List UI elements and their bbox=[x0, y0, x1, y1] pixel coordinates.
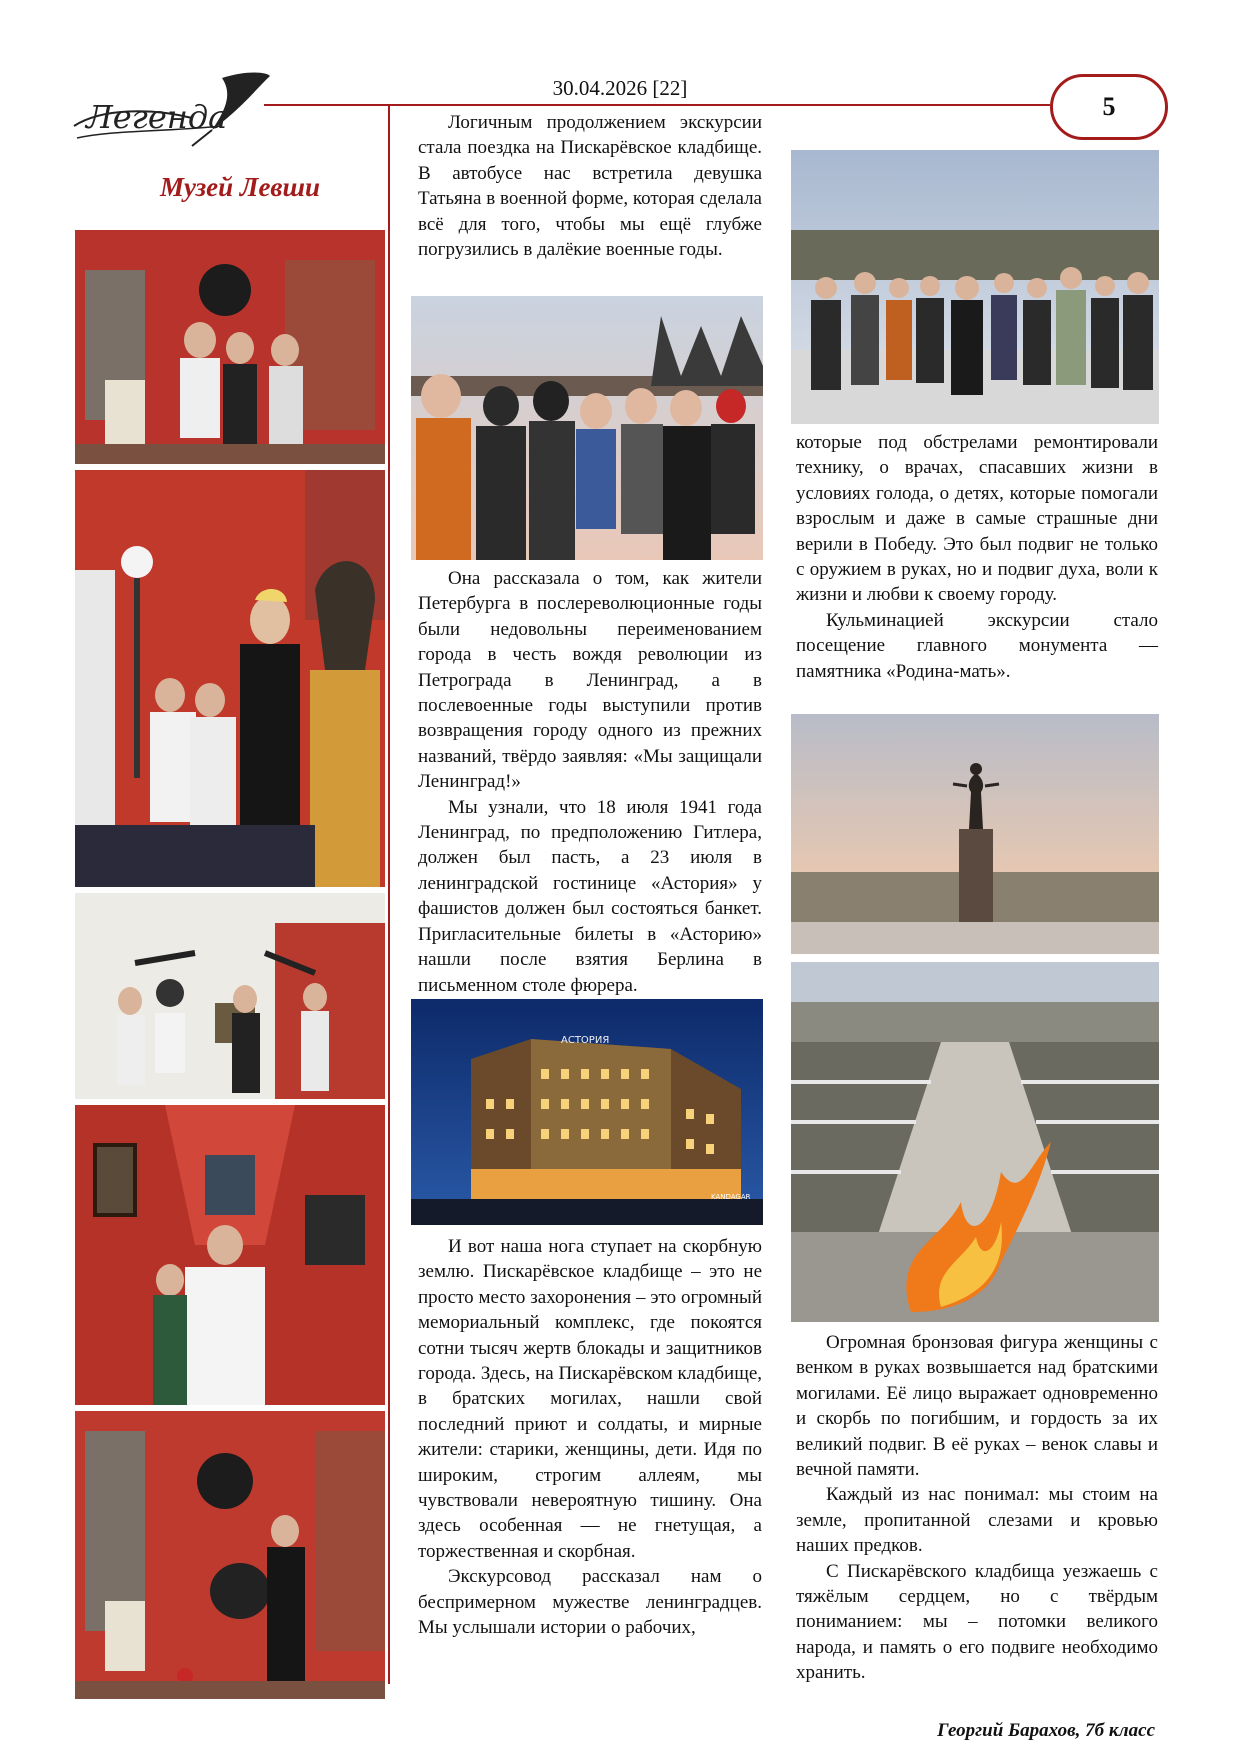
logo bbox=[72, 68, 272, 158]
museum-photo-3 bbox=[75, 893, 385, 1099]
middle-text-1 bbox=[418, 110, 762, 262]
author-signature: Георгий Барахов, 7б класс bbox=[937, 1720, 1155, 1741]
column-divider bbox=[388, 104, 390, 1684]
section-title: Музей Левши bbox=[160, 172, 320, 202]
paragraph: И вот наша нога ступает на скорбную землю. Пискарёвское кладбище – это не просто место захоронения – это огромный мемориальный комплекс, где покоятся сотни тысяч жертв блокады и защитников города. Здесь, на Пискарёвском кладбище, в братских могилах, нашли свой последний приют и солдаты, и мирные жители: старики, женщины, дети. Идя по широким, строгим аллеям, мы чувствовали невероятную тишину. Она здесь особенная — не гнетущая, а торжественная и скорбная. bbox=[418, 1236, 763, 1562]
paragraph: Экскурсовод рассказал нам о беспримерном мужестве ленинградцев. Мы услышали истории о рабочих, bbox=[418, 1566, 762, 1639]
right-text-2 bbox=[796, 1330, 1158, 1686]
paragraph: Огромная бронзовая фигура женщины с венком в руках возвышается над братскими могилами. Её лицо выражает одновременно и скорбь по погибшим, и гордость за их великий подвиг. В её руках – венок славы и вечной памяти. bbox=[796, 1332, 1158, 1481]
photo-watermark: KANDAGAR bbox=[711, 1193, 751, 1201]
paragraph: Логичным продолжением экскурсии стала поездка на Пискарёвское кладбище. В автобусе нас встретила девушка Татьяна в военной форме, которая сделала всё для того, чтобы мы ещё глубже погрузились в далёкие военные годы. bbox=[418, 112, 762, 261]
logo-text: Легенда bbox=[86, 98, 228, 136]
paragraph: Каждый из нас понимал: мы стоим на земле, пропитанной слезами и кровью наших предков. bbox=[796, 1484, 1158, 1557]
middle-text-3 bbox=[418, 1234, 762, 1641]
museum-photo-2 bbox=[75, 470, 385, 887]
museum-photo-4 bbox=[75, 1105, 385, 1405]
page-number: 5 bbox=[1050, 74, 1168, 140]
right-text-1 bbox=[796, 430, 1158, 684]
paragraph: С Пискарёвского кладбища уезжаешь с тяжёлым сердцем, но с твёрдым пониманием: мы – потомки великого народа, и память о его подвиге необходимо хранить. bbox=[796, 1560, 1158, 1684]
issue-date: 30.04.2026 [22] bbox=[552, 76, 688, 100]
middle-text-2 bbox=[418, 566, 762, 998]
eternal-flame-photo bbox=[791, 962, 1159, 1322]
astoria-hotel-photo bbox=[411, 999, 763, 1225]
group-at-cemetery-photo bbox=[791, 150, 1159, 424]
museum-photo-1 bbox=[75, 230, 385, 464]
museum-photo-5 bbox=[75, 1411, 385, 1699]
excursion-photo bbox=[411, 296, 763, 560]
paragraph: Кульминацией экскурсии стало посещение главного монумента — памятника «Родина-мать». bbox=[796, 609, 1158, 682]
hotel-sign: АСТОРИЯ bbox=[561, 1035, 610, 1046]
header-rule bbox=[264, 104, 1050, 106]
paragraph: Она рассказала о том, как жители Петербурга в послереволюционные годы были недовольны переименованием города в честь вождя революции из Петрограда в Ленинград, а в послевоенные годы выступили против возвращения городу одного из прежних названий, твёрдо заявляя: «Мы защищали Ленинград!» bbox=[418, 568, 762, 793]
paragraph: которые под обстрелами ремонтировали технику, о врачах, спасавших жизни в условиях голода, о детях, которые помогали взрослым и даже в самые страшные дни верили в Победу. Это был подвиг не только с оружием в руках, но и подвиг духа, воли к жизни и любви к своему городу. bbox=[796, 432, 1158, 606]
paragraph: Мы узнали, что 18 июля 1941 года Ленинград, по предположению Гитлера, должен был пасть, а 23 июля в ленинградской гостинице «Астория» у фашистов должен был состояться банкет. Пригласительные билеты в «Асторию» нашли после взятия Берлина в письменном столе фюрера. bbox=[418, 796, 762, 996]
motherland-monument-photo bbox=[791, 714, 1159, 954]
